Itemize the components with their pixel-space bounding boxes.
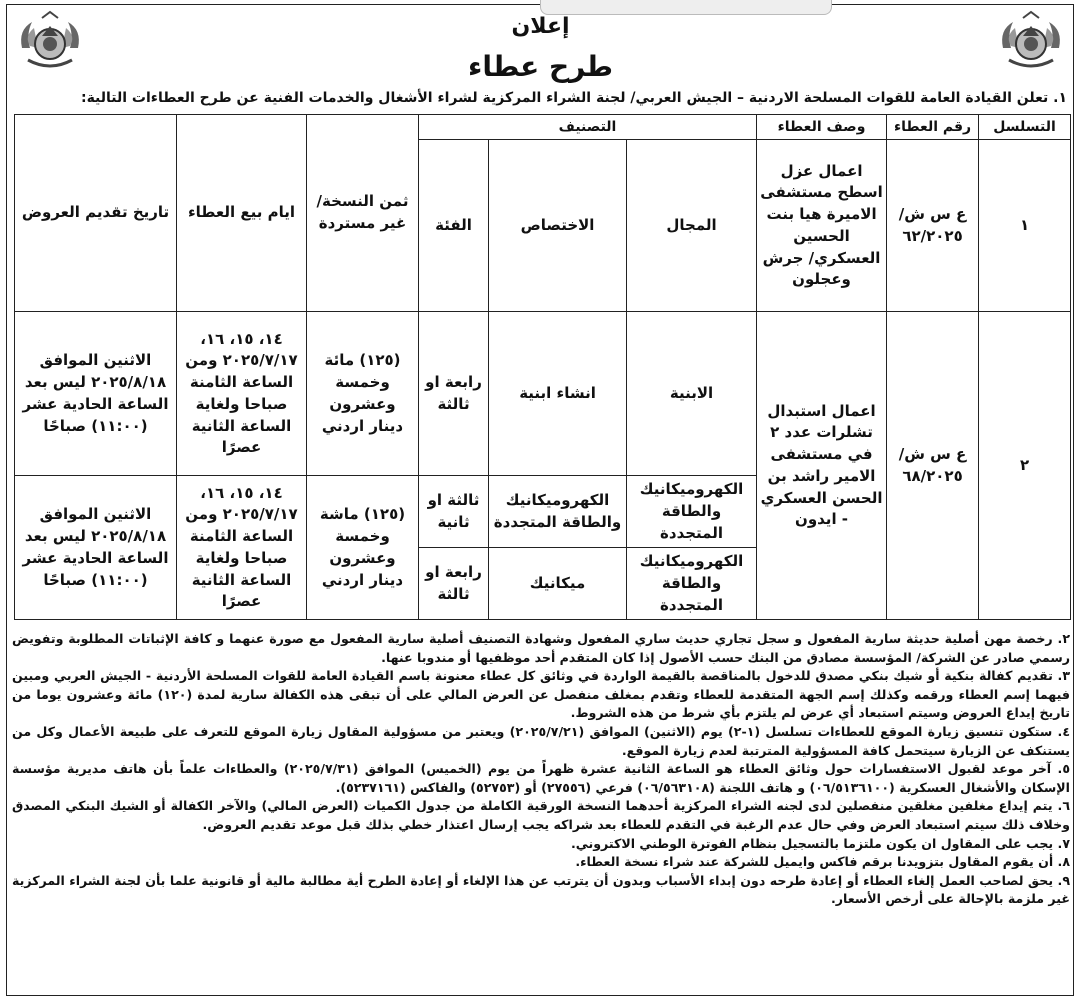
condition-9: ٩. يحق لصاحب العمل إلغاء العطاء أو إعادة طرحه دون إبداء الأسباب وبدون أن يترتب عن هذا الإلغاء أو إعادة الطرح أية مطالبة مالية أو قانونية علما بأن لجنة الشراء المركزية غير ملزمة بالإحالة على أرخص الأسعار.: [12, 872, 1070, 907]
row2b-specialty: الكهروميكانيك والطاقة المتجددة: [489, 476, 627, 548]
row2a-sale-days: ١٤، ١٥، ١٦، ٢٠٢٥/٧/١٧ ومن الساعة الثامنة صباحا ولغاية الساعة الثانية عصرًا: [177, 312, 307, 476]
condition-6: ٦. يتم إيداع مغلفين مغلقين منفصلين لدى لجنه الشراء المركزية أحدهما النسخة الورقية الكاملة من جدول الكميات (العرض المالي) والآخر الكفالة أو الشيك البنكي المصدق وخلاف ذلك سيتم استبعاد العرض وفي حال عدم الرغبة في التقدم للعطاء بعد شراكه يجب إرسال اعتذار خطي بذلك قبل موعد تقديم العروض.: [12, 798, 1070, 832]
header-tender-no: رقم العطاء: [887, 115, 979, 140]
header-classification: التصنيف: [419, 115, 757, 140]
row2b-field: الكهروميكانيك والطاقة المتجددة: [627, 476, 757, 548]
condition-3: ٣. تقديم كفالة بنكية أو شيك بنكي مصدق للدخول بالمناقصة بالقيمة الواردة في وثائق كل عطاء معنونة باسم القيادة العامة للقوات المسلحة الأردنية - الجيش العربي ومبين فيهما إسم العطاء ورقمه وكذلك إسم الجهة المتقدمة للعطاء وتقدم بمغلف منفصل عن العرض المالي على أن تبقى هذه الكفالة سارية لمدة (١٢٠) مائة وعشرون يوما من تاريخ إيداع العروض وسيتم استبعاد أي عرض لم يلتزم بأي شرط من هذه الشروط.: [12, 668, 1071, 721]
intro-paragraph: ١. تعلن القيادة العامة للقوات المسلحة الاردنية – الجيش العربي/ لجنة الشراء المركزية لشراء الأشغال والخدمات الفنية عن طرح العطاءات التالية:: [80, 90, 1067, 106]
condition-5: ٥. آخر موعد لقبول الاستفسارات حول وثائق العطاء هو الساعة الثانية عشرة ظهراً من يوم (الخميس) الموافق (٢٠٢٥/٧/٣١) والعطاءات علماً بأن هاتف مديرية مؤسسة الإسكان والأشغال العسكرية (٠٦/٥١٣٦١٠٠) و هاتف اللجنة (٠٦/٥٦٣١٠٨) فرعي (٢٧٥٥٦) أو (٥٢٧٥٣) والفاكس (٥٢٣٧١٦١).: [12, 761, 1070, 795]
row2a-submission: الاثنين الموافق ٢٠٢٥/٨/١٨ ليس بعد الساعة الحادية عشر (١١:٠٠) صباحًا: [15, 312, 177, 476]
announcement-heading: إعلان: [511, 14, 570, 39]
row2c-field: الكهروميكانيك والطاقة المتجددة: [627, 548, 757, 620]
row2b-category: ثالثة او ثانية: [419, 476, 489, 548]
header-serial: التسلسل: [979, 115, 1071, 140]
row2c-specialty: ميكانيك: [489, 548, 627, 620]
conditions-list: [12, 630, 1070, 909]
header-specialty: الاختصاص: [489, 140, 627, 312]
row2a-price: (١٢٥) مائة وخمسة وعشرون دينار اردني: [307, 312, 419, 476]
row2b-price: (١٢٥) ماشة وخمسة وعشرون دينار اردني: [307, 476, 419, 620]
row1-description: اعمال عزل اسطح مستشفى الاميرة هيا بنت الحسين العسكري/ جرش وعجلون: [757, 140, 887, 312]
row2a-specialty: انشاء ابنية: [489, 312, 627, 476]
top-scroll-tab: [540, 0, 832, 15]
row1-serial: ١: [979, 140, 1071, 312]
tender-title: طرح عطاء: [468, 50, 613, 83]
condition-8: ٨. أن يقوم المقاول بتزويدنا برقم فاكس وايميل للشركة عند شراء نسخة العطاء.: [575, 854, 1070, 870]
header-field: المجال: [627, 140, 757, 312]
row2-description: اعمال استبدال تشلرات عدد ٢ في مستشفى الامير راشد بن الحسن العسكري - ايدون: [757, 312, 887, 620]
row2-serial: ٢: [979, 312, 1071, 620]
condition-7: ٧. يجب على المقاول ان يكون ملتزما بالتسجيل بنظام الفوترة الوطني الاكتروني.: [570, 835, 1070, 851]
row1-tender-no: ع س ش/٦٢/٢٠٢٥: [887, 140, 979, 312]
header-category: الفئة: [419, 140, 489, 312]
condition-4: ٤. ستكون تنسيق زيارة الموقع للعطاءات تسلسل (١-٢) يوم (الاثنين) الموافق (٢٠٢٥/٧/٢١) ويعتبر من مسؤولية المقاول زيارة الموقع للتعرف على طبيعة الأعمال وكل من يستنكف عن الزيارة سيتحمل كافة المسؤولية المترتبة لعدم زيارة الموقع.: [12, 723, 1070, 758]
header-price: ثمن النسخة/ غير مستردة: [307, 115, 419, 312]
row2a-field: الابنية: [627, 312, 757, 476]
row2-tender-no: ع س ش/٦٨/٢٠٢٥: [887, 312, 979, 620]
condition-2: ٢. رخصة مهن أصلية حديثة سارية المفعول و سجل تجاري حديث ساري المفعول وشهادة التصنيف أصلية سارية المفعول مع صورة عنهما و كافة الإثباتات المطلوبة وتفويض رسمي صادر عن الشركة/ المؤسسة مصادق من البنك حسب الأصول إذا كان المتقدم أحد موظفيها أو مندوبا عنها.: [12, 631, 1070, 665]
header-submission: تاريخ تقديم العروض: [15, 115, 177, 312]
header-sale-days: ايام بيع العطاء: [177, 115, 307, 312]
tender-table: [14, 114, 1071, 620]
row2b-submission: الاثنين الموافق ٢٠٢٥/٨/١٨ ليس بعد الساعة الحادية عشر (١١:٠٠) صباحًا: [15, 476, 177, 620]
row2b-sale-days: ١٤، ١٥، ١٦، ٢٠٢٥/٧/١٧ ومن الساعة الثامنة صباحا ولغاية الساعة الثانية عصرًا: [177, 476, 307, 620]
row2a-category: رابعة او ثالثة: [419, 312, 489, 476]
row2c-category: رابعة او ثالثة: [419, 548, 489, 620]
header-description: وصف العطاء: [757, 115, 887, 140]
